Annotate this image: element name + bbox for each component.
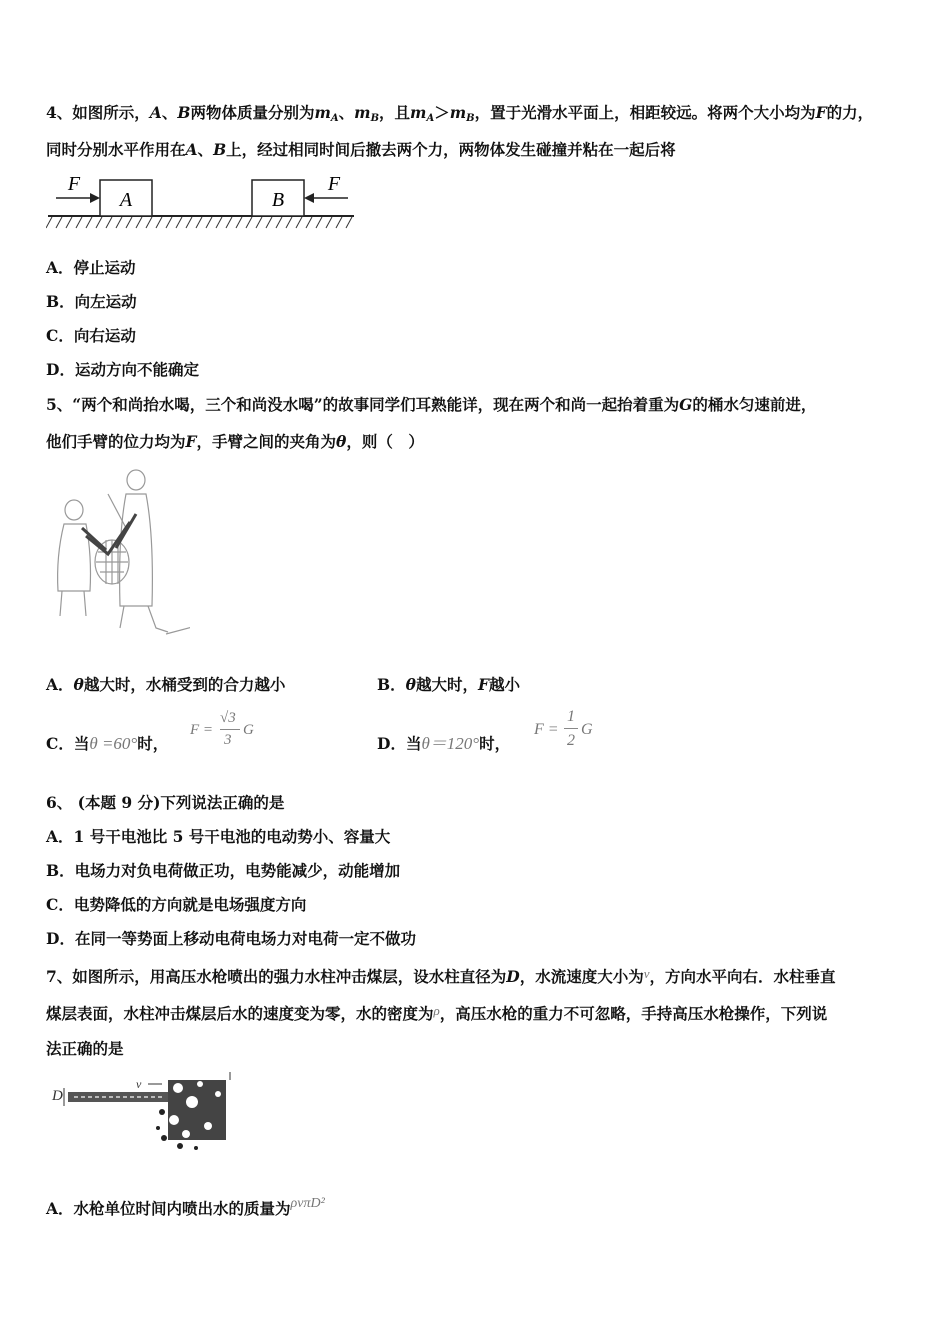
ground-hatching xyxy=(46,217,352,228)
force-left-label: F xyxy=(67,173,81,195)
q6-option-d: D．在同一等势面上移动电荷电场力对电荷一定不做功 xyxy=(46,929,416,948)
monk-right-head xyxy=(127,470,145,490)
q5-stem-line1: 5、“两个和尚抬水喝，三个和尚没水喝”的故事同学们耳熟能详，现在两个和尚一起抬着重为G的桶水匀速前进， xyxy=(46,395,817,414)
q5-option-a: A．θ越大时，水桶受到的合力越小 xyxy=(46,675,286,694)
fraction-bar xyxy=(564,728,578,729)
q5-option-d: D．当θ＝120°时， xyxy=(377,734,511,753)
block-a-label: A xyxy=(119,189,133,211)
coal-seam xyxy=(156,1080,226,1150)
q7-stem-line1: 7、如图所示，用高压水枪喷出的强力水柱冲击煤层，设水柱直径为D，水流速度大小为$^v$，方向水平向右．水柱垂直 xyxy=(46,966,836,986)
force-left-arrowhead xyxy=(90,193,100,203)
monk-left-body xyxy=(58,524,91,591)
q4-stem-line1: 4、如图所示，A、B两物体质量分别为$m_A$、$m_B$，且$m_A>m_B$，置于光滑水平面上，相距较远。将两个大小均为F的力， xyxy=(46,103,874,124)
q4-option-c: C．向右运动 xyxy=(46,326,136,345)
q6-option-c: C．电势降低的方向就是电场强度方向 xyxy=(46,895,307,914)
q4-stem-line2: 同时分别水平作用在A、B上，经过相同时间后撤去两个力，两物体发生碰撞并粘在一起后将 xyxy=(46,140,676,159)
q4-option-b: B．向左运动 xyxy=(46,292,137,311)
q7-stem-line2: 煤层表面，水柱冲击煤层后水的速度变为零，水的密度为$^\rho$，高压水枪的重力不可忽略，手持高压水枪操作，下列说 xyxy=(46,1003,828,1023)
q5-monks-figure xyxy=(46,466,190,636)
q7-water-gun-figure xyxy=(50,1068,240,1152)
q4-option-a: A．停止运动 xyxy=(46,258,136,277)
q5-option-d-formula: F = 1 2 G xyxy=(534,708,593,749)
diameter-label: D xyxy=(52,1088,63,1104)
q6-stem: 6、 (本题 9 分)下列说法正确的是 xyxy=(46,793,285,812)
force-right-arrowhead xyxy=(304,193,314,203)
q7-option-a: A．水枪单位时间内喷出水的质量为ρvπD² xyxy=(46,1196,325,1218)
q6-option-b: B．电场力对负电荷做正功，电势能减少，动能增加 xyxy=(46,861,401,880)
q5-option-c: C．当θ =60°时， xyxy=(46,734,169,753)
fraction-bar xyxy=(220,729,240,730)
q5-option-c-formula: F = √3 3 G xyxy=(190,710,254,748)
q5-stem-line2: 他们手臂的位力均为F，手臂之间的夹角为θ，则（ ） xyxy=(46,432,424,451)
block-b-label: B xyxy=(271,189,285,211)
q4-option-d: D．运动方向不能确定 xyxy=(46,360,199,379)
q6-option-a: A．1 号干电池比 5 号干电池的电动势小、容量大 xyxy=(46,827,391,846)
q5-option-b: B．θ越大时，F越小 xyxy=(377,675,520,694)
monk-arms xyxy=(82,514,136,554)
force-right-label: F xyxy=(327,173,341,195)
monk-right-body xyxy=(120,494,153,606)
monk-left-head xyxy=(65,500,83,520)
velocity-label: v xyxy=(136,1077,142,1091)
q7-stem-line3: 法正确的是 xyxy=(46,1039,124,1058)
q4-figure xyxy=(46,170,358,234)
